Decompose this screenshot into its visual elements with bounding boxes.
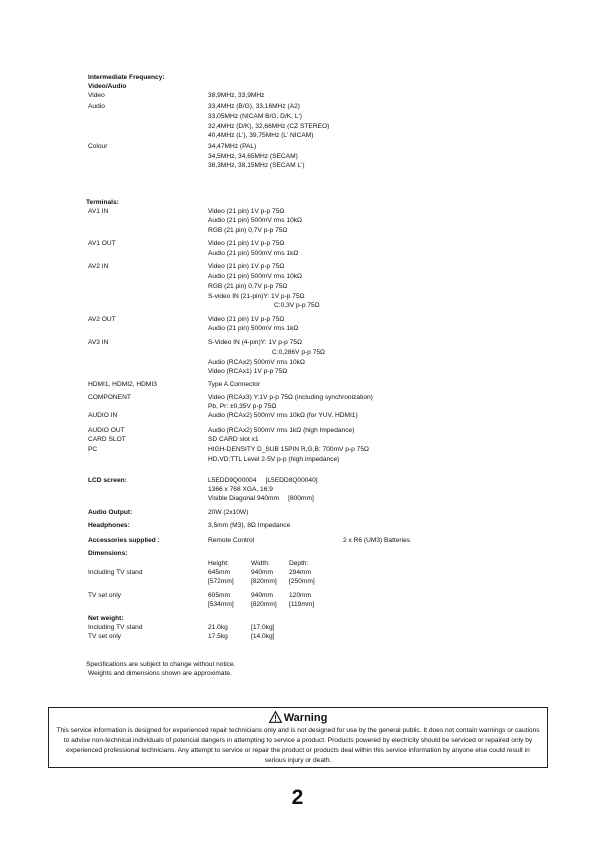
headphones-label: Headphones: [88, 522, 130, 529]
colour-value: 38,3MHz, 38,15MHz (SECAM L') [208, 162, 305, 169]
av2-in-value: Audio (21 pin) 500mV rms 10kΩ [208, 273, 302, 280]
av3-in-value: S-Video IN (4-pin)Y: 1V p-p 75Ω [208, 339, 302, 346]
dim-col-height: Height: [208, 560, 229, 567]
dim-col-width: Width: [251, 560, 270, 567]
lcd-value: Visible Diagonal 940mm [800mm] [208, 495, 314, 502]
warning-box [48, 707, 548, 768]
av2-in-label: AV2 IN [88, 263, 109, 270]
weight-label: Net weight: [88, 615, 124, 622]
note-line: Specifications are subject to change without notice. [86, 661, 236, 668]
dim-stand-label: Including TV stand [88, 569, 143, 576]
warning-text: This service information is designed for experienced repair technicians only and is not designed for use by the general public. It does not contain warnings or cautions to advise non-technical individuals of potencial dangers in attempting to service a product. Products powered by electricity should be serviced or repaired only by experienced professional technicians. Any attempt to service or repair the product or products deal within this service information by anyone else could result in serious injury or death. [56, 727, 540, 764]
dim-cell: 645mm [208, 569, 230, 576]
weight-stand-label: Including TV stand [88, 624, 143, 631]
av1-in-label: AV1 IN [88, 208, 109, 215]
warning-triangle-icon [269, 711, 282, 723]
av3-in-value: Audio (RCAx2) 500mV rms 10kΩ [208, 359, 305, 366]
pc-value: HIGH-DENSITY D_SUB 15PIN R,G,B: 700mV p-p 75Ω [208, 446, 369, 453]
colour-value: 34,5MHz, 34,65MHz (SECAM) [208, 153, 298, 160]
dim-set-label: TV set only [88, 592, 121, 599]
weight-cell: [14.0kg] [251, 633, 275, 640]
hdmi-value: Type A Connector [208, 381, 261, 388]
av1-in-value: Video (21 pin) 1V p-p 75Ω [208, 208, 285, 215]
accessories-value: 2 x R6 (UM3) Batteries [343, 537, 411, 544]
lcd-value: 1366 x 768 XGA, 16:9 [208, 486, 273, 493]
dim-cell: 940mm [251, 569, 273, 576]
component-value: Pb, Pr: ±0,35V p-p 75Ω [208, 403, 277, 410]
av2-out-value: Audio (21 pin) 500mV rms 1kΩ [208, 325, 299, 332]
av3-in-label: AV3 IN [88, 339, 109, 346]
if-heading: Intermediate Frequency: [88, 74, 165, 81]
av1-out-label: AV1 OUT [88, 240, 116, 247]
dim-cell: [572mm] [208, 578, 234, 585]
av1-in-value: Audio (21 pin) 500mV rms 10kΩ [208, 217, 302, 224]
weight-cell: 17.5kg [208, 633, 228, 640]
audio-output-value: 20W (2x10W) [208, 509, 249, 516]
av1-out-value: Audio (21 pin) 500mV rms 1kΩ [208, 250, 299, 257]
weight-cell: 21.0kg [208, 624, 228, 631]
av2-in-value: Video (21 pin) 1V p-p 75Ω [208, 263, 285, 270]
audio-value: 33,4MHz (B/G), 33,16MHz (A2) [208, 103, 300, 110]
lcd-value: L5EDD9Q00004 [L5EDD8Q00040] [208, 477, 318, 484]
dimensions-label: Dimensions: [88, 550, 128, 557]
dim-cell: 294mm [289, 569, 311, 576]
audio-out-label: AUDIO OUT [88, 427, 125, 434]
av2-in-value: C:0,3V p-p 75Ω [274, 302, 320, 309]
av1-in-value: RGB (21 pin) 0,7V p-p 75Ω [208, 227, 288, 234]
colour-label: Colour [88, 143, 108, 150]
audio-out-value: Audio (RCAx2) 500mV rms 1kΩ (high Impedance) [208, 427, 355, 434]
dim-cell: [820mm] [251, 601, 277, 608]
audio-value: 40,4MHz (L'), 39,75MHz (L' NICAM) [208, 132, 314, 139]
audio-in-label: AUDIO IN [88, 412, 118, 419]
card-slot-value: SD CARD slot x1 [208, 436, 259, 443]
accessories-value: Remote Control [208, 537, 255, 544]
weight-cell: [17.0kg] [251, 624, 275, 631]
component-value: Video (RCAx3) Y:1V p-p 75Ω (including synchronization) [208, 394, 373, 401]
audio-label: Audio [88, 103, 105, 110]
dim-cell: [250mm] [289, 578, 315, 585]
av2-in-value: S-video IN (21-pin)Y: 1V p-p 75Ω [208, 293, 305, 300]
video-label: Video [88, 92, 105, 99]
pc-value: HD,VD:TTL Level 2-5V p-p (high impedance) [208, 456, 340, 463]
audio-in-value: Audio (RCAx2) 500mV rms 10kΩ (for YUV, HDMI1) [208, 412, 358, 419]
pc-label: PC [88, 446, 98, 453]
dim-cell: [534mm] [208, 601, 234, 608]
dim-cell: 120mm [289, 592, 311, 599]
video-value: 38,9MHz, 33,9MHz [208, 92, 265, 99]
card-slot-label: CARD SLOT [88, 436, 126, 443]
colour-value: 34,47MHz (PAL) [208, 143, 257, 150]
audio-output-label: Audio Output: [88, 509, 133, 516]
av2-out-label: AV2 OUT [88, 316, 116, 323]
page-number: 2 [291, 786, 304, 809]
weight-set-label: TV set only [88, 633, 121, 640]
av1-out-value: Video (21 pin) 1V p-p 75Ω [208, 240, 285, 247]
terminals-heading: Terminals: [86, 199, 119, 206]
dim-cell: 605mm [208, 592, 230, 599]
dim-col-depth: Depth: [289, 560, 309, 567]
lcd-label: LCD screen: [88, 477, 127, 484]
component-label: COMPONENT [88, 394, 131, 401]
note-line: Weights and dimensions shown are approximate. [88, 670, 232, 677]
warning-title [49, 711, 547, 725]
headphones-value: 3,5mm (M3), 8Ω Impedance [208, 522, 291, 529]
audio-value: 33,05MHz (NICAM B/G, D/K, L') [208, 113, 302, 120]
if-subheading: Video/Audio [88, 83, 127, 90]
accessories-label: Accessories supplied : [88, 537, 160, 544]
dim-cell: [820mm] [251, 578, 277, 585]
av2-in-value: RGB (21 pin) 0,7V p-p 75Ω [208, 283, 288, 290]
av3-in-value: C:0,286V p-p 75Ω [272, 349, 325, 356]
hdmi-label: HDMI1, HDMI2, HDMI3 [88, 381, 157, 388]
av3-in-value: Video (RCAx1) 1V p-p 75Ω [208, 368, 288, 375]
audio-value: 32,4MHz (D/K), 32,66MHz (CZ STEREO) [208, 123, 330, 130]
av2-out-value: Video (21 pin) 1V p-p 75Ω [208, 316, 285, 323]
dim-cell: [119mm] [289, 601, 315, 608]
dim-cell: 940mm [251, 592, 273, 599]
warning-title-text: Warning [283, 712, 328, 724]
